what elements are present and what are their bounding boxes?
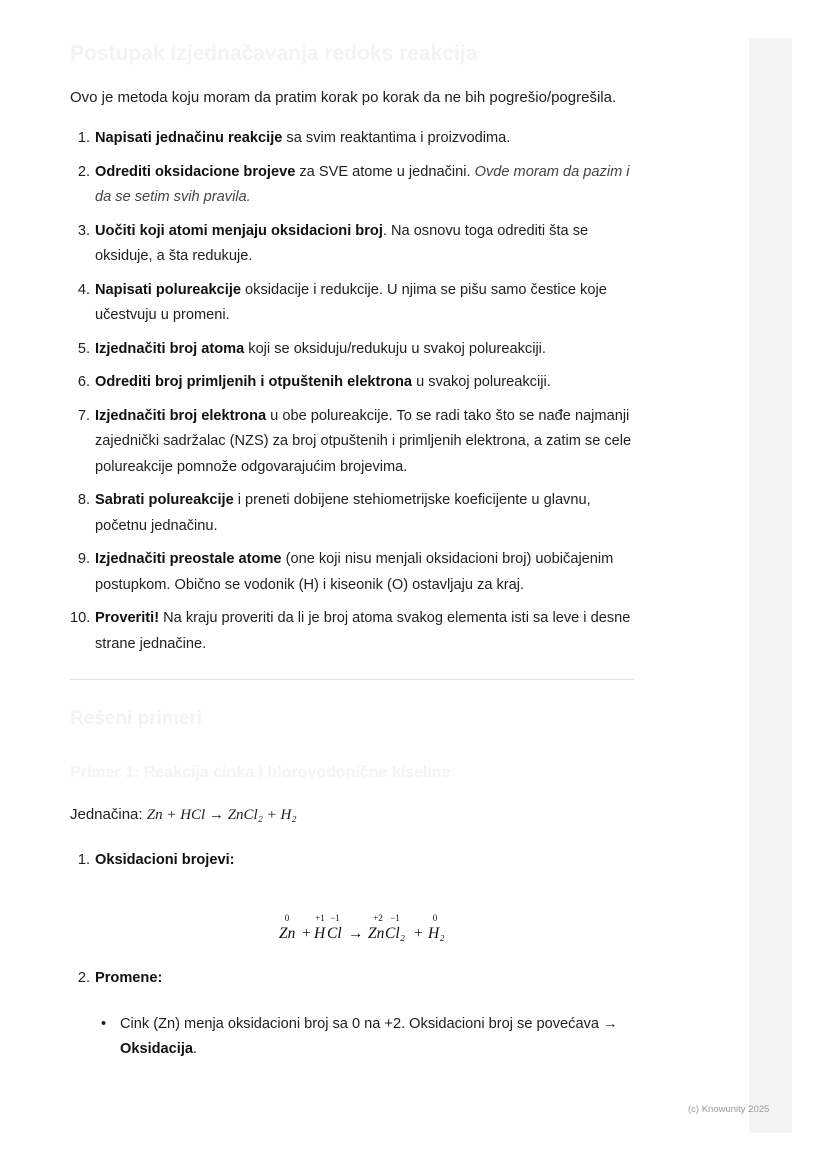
- copyright-footer: (c) Knowunity 2025: [688, 1104, 770, 1115]
- ox-zn-product: +2: [373, 913, 383, 923]
- intro-paragraph: Ovo je metoda koju moram da pratim korak po korak da ne bih pogrešio/pogrešila.: [70, 89, 617, 106]
- solution-step: 2. Promene:: [77, 970, 163, 986]
- oxidation-equation: [70, 908, 635, 944]
- step-item: 4. Napisati polureakcije oksidacije i redukcije. U njima se pišu samo čestice koje učestvuju u promeni.: [77, 281, 607, 323]
- section-divider: [70, 679, 635, 680]
- step-item: 9. Izjednačiti preostale atome (one koji nisu menjali oksidacioni broj) uobičajenim postupkom. Obično se vodonik (H) i kiseonik (O) ostavljaju za kraj.: [77, 551, 614, 593]
- step-item: 3. Uočiti koji atomi menjaju oksidacioni broj. Na osnovu toga odrediti šta se oksiduje, a šta redukuje.: [77, 222, 589, 264]
- sym-h: H: [314, 925, 326, 942]
- sym-cl2: Cl₂: [385, 925, 406, 942]
- ox-h2: 0: [432, 913, 438, 923]
- change-bullets: [95, 1012, 635, 1062]
- solution-step: 1. Oksidacioni brojevi:: [77, 852, 235, 868]
- step-item: 5. Izjednačiti broj atoma koji se oksiduju/redukuju u svakoj polureakciji.: [77, 340, 546, 357]
- steps-list: [70, 126, 635, 657]
- step-item: 8. Sabrati polureakcije i preneti dobijene stehiometrijske koeficijente u glavnu, početnu jednačinu.: [77, 492, 591, 534]
- ox-zn: 0: [284, 913, 290, 923]
- sym-cl: Cl: [327, 925, 342, 942]
- bullet-item: • Cink (Zn) menja oksidacioni broj sa 0 na +2. Oksidacioni broj se povećava → Oksidacija.: [101, 1016, 618, 1057]
- ox-h: +1: [315, 913, 325, 923]
- page-heading: Postupak izjednačavanja redoks reakcija: [70, 42, 478, 65]
- sym-arrow: →: [348, 925, 364, 942]
- sym-plus: +: [302, 925, 311, 942]
- step-item: 1. Napisati jednačinu reakcije sa svim reaktantima i proizvodima.: [77, 130, 511, 146]
- solution-steps-2: [70, 970, 635, 986]
- solution-steps: [70, 852, 635, 868]
- step-item: 2. Odrediti oksidacione brojeve za SVE atome u jednačini. Ovde moram da pazim i da se setim svih pravila.: [77, 163, 630, 205]
- sym-plus-2: +: [414, 925, 423, 942]
- step-item: 7. Izjednačiti broj elektrona u obe polureakcije. To se radi tako što se nađe najmanji zajednički sadržalac (NZS) za broj otpuštenih i primljenih elektrona, a zatim se cele polureakcije pomnože odgovarajućim brojevima.: [77, 407, 632, 475]
- step-item: 6. Odrediti broj primljenih i otpuštenih elektrona u svakoj polureakciji.: [77, 374, 551, 390]
- right-sidebar-panel: [749, 38, 792, 1133]
- sym-zn: Zn: [279, 925, 296, 942]
- equation-line: [70, 806, 635, 824]
- sym-zn-product: Zn: [368, 925, 385, 942]
- equation: Zn + HCl → ZnCl₂ + H₂: [146, 807, 297, 823]
- step-item: 10. Proveriti! Na kraju proveriti da li je broj atoma svakog elementa isti sa leve i desne strane jednačine.: [70, 610, 631, 652]
- equation-label: Jednačina:: [70, 806, 147, 823]
- document-content: [70, 38, 635, 1062]
- oxidation-equation-svg: [70, 908, 635, 948]
- section-heading: Rešeni primeri: [70, 708, 202, 729]
- ox-cl: −1: [330, 913, 340, 923]
- sym-h2: H₂: [428, 925, 445, 942]
- ox-cl2: −1: [390, 913, 400, 923]
- example-heading: Primer 1: Reakcija cinka i hlorovodonične kiseline: [70, 764, 451, 781]
